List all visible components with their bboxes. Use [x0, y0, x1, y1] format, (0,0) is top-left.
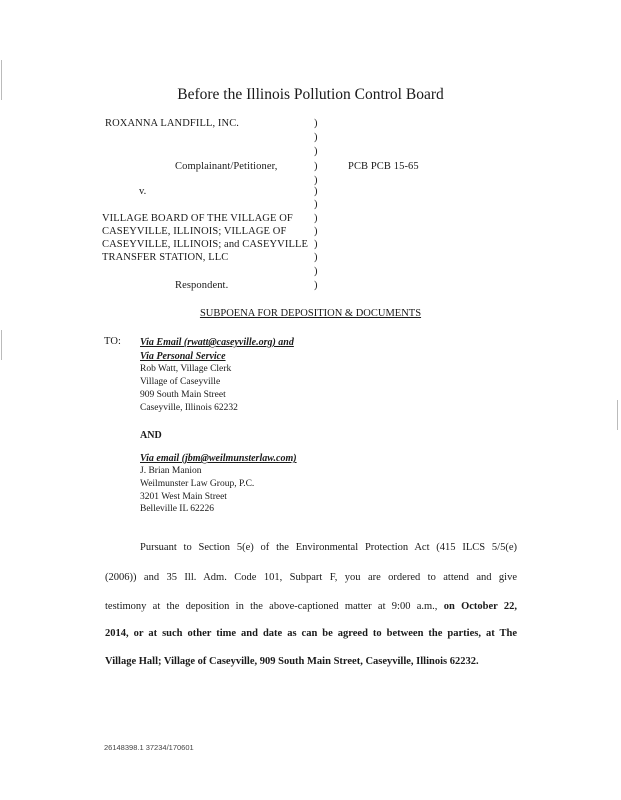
respondent-line: TRANSFER STATION, LLC	[102, 252, 229, 263]
recipient2-line: 3201 West Main Street	[140, 492, 227, 502]
scan-edge-mark	[617, 400, 618, 430]
recipient1-line: Village of Caseyville	[140, 377, 221, 387]
petitioner-name: ROXANNA LANDFILL, INC.	[105, 118, 240, 129]
caption-paren: )	[314, 146, 318, 157]
subpoena-heading: SUBPOENA FOR DEPOSITION & DOCUMENTS	[199, 308, 422, 319]
caption-paren: )	[314, 266, 318, 277]
caption-paren: )	[314, 226, 318, 237]
to-label: TO:	[104, 336, 122, 347]
petitioner-role: Complainant/Petitioner,	[175, 161, 278, 172]
body-line: (2006)) and 35 Ill. Adm. Code 101, Subpart F, you are ordered to attend and give	[105, 572, 517, 583]
caption-paren: )	[314, 239, 318, 250]
recipient1-line: Rob Watt, Village Clerk	[140, 364, 232, 374]
recipient2-via-email: Via email (jbm@weilmunsterlaw.com)	[140, 453, 297, 464]
caption-paren: )	[314, 175, 318, 186]
caption-paren: )	[314, 280, 318, 291]
recipient1-via-personal: Via Personal Service	[140, 351, 226, 362]
respondent-line: CASEYVILLE, ILLINOIS; VILLAGE OF	[102, 226, 287, 237]
recipient2-line: Weilmunster Law Group, P.C.	[140, 479, 255, 489]
body-line: 2014, or at such other time and date as can be agreed to between the parties, at The	[105, 628, 517, 639]
deposition-date: on October 22,	[443, 601, 518, 612]
caption-paren: )	[314, 118, 318, 129]
versus: v.	[139, 186, 147, 197]
caption-paren: )	[314, 213, 318, 224]
respondent-role: Respondent.	[175, 280, 229, 291]
caption-paren: )	[314, 186, 318, 197]
caption-paren: )	[314, 252, 318, 263]
recipient1-via-email: Via Email (rwatt@caseyville.org) and	[140, 337, 294, 348]
body-line: testimony at the deposition in the above-captioned matter at 9:00 a.m., on October 22,	[105, 601, 518, 612]
case-number: PCB PCB 15-65	[348, 161, 419, 172]
respondent-line: VILLAGE BOARD OF THE VILLAGE OF	[102, 213, 293, 224]
recipient1-line: Caseyville, Illinois 62232	[140, 403, 238, 413]
document-footer-id: 26148398.1 37234/170601	[104, 743, 194, 752]
body-line: Village Hall; Village of Caseyville, 909 South Main Street, Caseyville, Illinois 62232.	[105, 656, 479, 667]
caption-paren: )	[314, 132, 318, 143]
and-label: AND	[140, 430, 162, 441]
recipient2-line: J. Brian Manion	[140, 466, 202, 476]
respondent-line: CASEYVILLE, ILLINOIS; and CASEYVILLE	[102, 239, 308, 250]
caption-paren: )	[314, 161, 318, 172]
scan-edge-mark	[1, 330, 2, 360]
recipient1-line: 909 South Main Street	[140, 390, 226, 400]
document-title: Before the Illinois Pollution Control Board	[177, 86, 444, 103]
body-line: Pursuant to Section 5(e) of the Environmental Protection Act (415 ILCS 5/5(e)	[140, 542, 517, 553]
caption-paren: )	[314, 199, 318, 210]
recipient2-line: Belleville IL 62226	[140, 504, 215, 514]
